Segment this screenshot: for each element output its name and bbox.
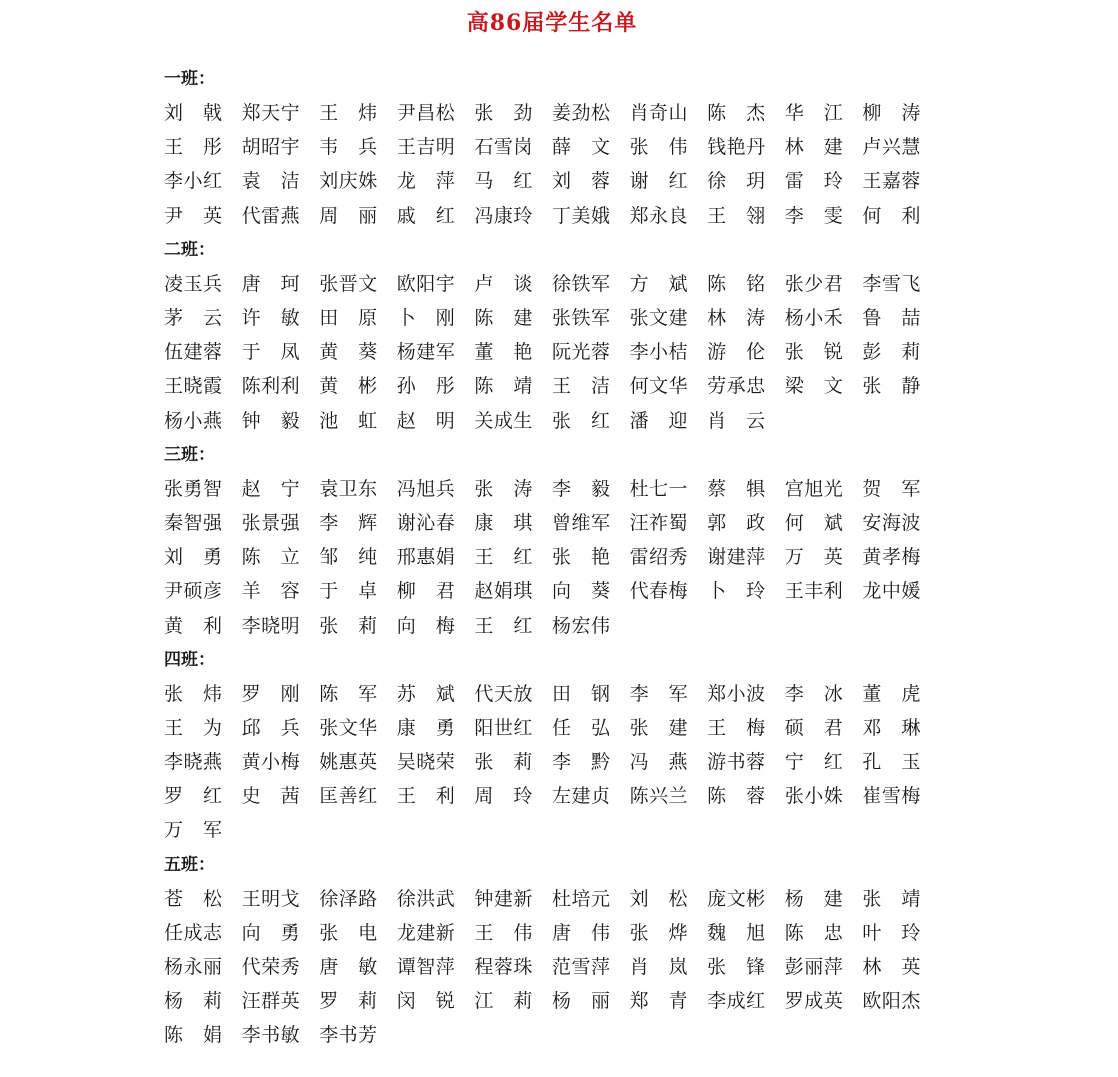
student-name: 杨 建 [784, 887, 843, 910]
student-name: 庞 文 彬 [707, 887, 766, 910]
class-section [164, 438, 934, 643]
student-name: 苏 斌 [396, 682, 455, 705]
student-name: 张 红 [551, 409, 610, 432]
student-name: 张 文 建 [629, 307, 688, 330]
student-name: 杜 七 一 [629, 477, 688, 500]
student-name: 黄 葵 [319, 341, 378, 364]
student-name: 张 电 [319, 921, 378, 944]
student-name: 任 成 志 [164, 921, 222, 944]
student-name: 羊 容 [241, 580, 300, 603]
student-name: 邓 琳 [862, 716, 921, 739]
student-name: 卢 兴 慧 [862, 136, 921, 159]
student-name: 杨 宏 伟 [551, 614, 610, 637]
student-name: 游 伦 [707, 341, 766, 364]
class-section [164, 233, 934, 438]
student-name: 李 小 红 [164, 170, 222, 193]
student-name: 彭 丽 萍 [784, 956, 843, 979]
student-name: 陈 忠 [784, 921, 843, 944]
student-name: 雷 玲 [784, 170, 843, 193]
student-name: 张 莉 [319, 614, 378, 637]
student-name: 潘 迎 [629, 409, 688, 432]
student-name: 龙 萍 [396, 170, 455, 193]
student-name: 李 毅 [551, 477, 610, 500]
student-name: 李 军 [629, 682, 688, 705]
student-name: 张 烨 [629, 921, 688, 944]
student-name: 李 书 芳 [319, 1024, 378, 1047]
student-name: 田 钢 [551, 682, 610, 705]
student-name: 宁 红 [784, 751, 843, 774]
student-name: 曾 维 军 [551, 511, 610, 534]
student-name: 何 利 [862, 204, 921, 227]
student-name: 程 蓉 珠 [474, 956, 533, 979]
student-name: 于 凤 [241, 341, 300, 364]
document-title: 高86届学生名单 [466, 10, 638, 36]
student-name: 魏 旭 [707, 921, 766, 944]
student-name: 鲁 喆 [862, 307, 921, 330]
student-name: 王 晓 霞 [164, 375, 222, 398]
student-name: 万 军 [164, 819, 222, 842]
student-name: 姚 惠 英 [319, 751, 378, 774]
student-name: 伍 建 蓉 [164, 341, 222, 364]
student-name: 张 靖 [862, 887, 921, 910]
student-name: 李 冰 [784, 682, 843, 705]
student-name: 黄 彬 [319, 375, 378, 398]
student-name: 张 铁 军 [551, 307, 610, 330]
student-name: 王 梅 [707, 716, 766, 739]
student-name: 张 静 [862, 375, 921, 398]
student-name: 董 艳 [474, 341, 533, 364]
student-name: 汪 群 英 [241, 990, 300, 1013]
student-name: 马 红 [474, 170, 533, 193]
student-name: 丁 美 娥 [551, 204, 610, 227]
student-name: 向 梅 [396, 614, 455, 637]
student-name: 安 海 波 [862, 511, 921, 534]
student-name: 张 莉 [474, 751, 533, 774]
student-name: 孔 玉 [862, 751, 921, 774]
student-name: 劳 承 忠 [707, 375, 766, 398]
student-name: 尹 硕 彦 [164, 580, 222, 603]
student-name: 董 虎 [862, 682, 921, 705]
student-name: 左 建 贞 [551, 785, 610, 808]
student-name: 张 锐 [784, 341, 843, 364]
student-name: 张 少 君 [784, 272, 843, 295]
student-name: 王 彤 [164, 136, 222, 159]
student-name: 何 文 华 [629, 375, 688, 398]
student-name: 冯 旭 兵 [396, 477, 455, 500]
student-name: 刘 戟 [164, 102, 222, 125]
student-name: 杨 永 丽 [164, 956, 222, 979]
name-grid [164, 677, 934, 848]
student-name: 任 弘 [551, 716, 610, 739]
student-name: 徐 铁 军 [551, 272, 610, 295]
student-name: 黄 小 梅 [241, 751, 300, 774]
student-name: 李 小 桔 [629, 341, 688, 364]
student-name: 代 荣 秀 [241, 956, 300, 979]
student-name: 张 锋 [707, 956, 766, 979]
student-name: 茅 云 [164, 307, 222, 330]
student-name: 周 玲 [474, 785, 533, 808]
class-heading: 二班： [164, 239, 215, 260]
student-name: 胡 昭 宇 [241, 136, 300, 159]
student-name: 薛 文 [551, 136, 610, 159]
student-name: 李 辉 [319, 511, 378, 534]
student-name: 赵 娟 琪 [474, 580, 533, 603]
class-section [164, 62, 934, 233]
student-name: 石 雪 岗 [474, 136, 533, 159]
student-name: 韦 兵 [319, 136, 378, 159]
student-name: 阳 世 红 [474, 716, 533, 739]
student-name: 赵 宁 [241, 477, 300, 500]
student-name: 杨 小 禾 [784, 307, 843, 330]
student-name: 向 勇 [241, 921, 300, 944]
student-name: 周 丽 [319, 204, 378, 227]
student-name: 王 吉 明 [396, 136, 455, 159]
student-name: 龙 中 媛 [862, 580, 921, 603]
student-name: 硕 君 [784, 716, 843, 739]
student-name: 张 艳 [551, 546, 610, 569]
student-name: 贺 军 [862, 477, 921, 500]
student-name: 闵 锐 [396, 990, 455, 1013]
student-name: 徐 洪 武 [396, 887, 455, 910]
student-name: 杨 建 军 [396, 341, 455, 364]
student-name: 雷 绍 秀 [629, 546, 688, 569]
student-roster [164, 62, 934, 1053]
student-name: 王 伟 [474, 921, 533, 944]
student-name: 叶 玲 [862, 921, 921, 944]
student-name: 郑 小 波 [707, 682, 766, 705]
student-name: 汪 祚 蜀 [629, 511, 688, 534]
name-grid [164, 96, 934, 233]
student-name: 李 雯 [784, 204, 843, 227]
student-name: 邱 兵 [241, 716, 300, 739]
student-name: 向 葵 [551, 580, 610, 603]
student-name: 谢 沁 春 [396, 511, 455, 534]
student-name: 肖 云 [707, 409, 766, 432]
student-name: 罗 刚 [241, 682, 300, 705]
student-name: 姜 劲 松 [551, 102, 610, 125]
student-name: 黄 利 [164, 614, 222, 637]
name-grid [164, 472, 934, 643]
student-name: 徐 玥 [707, 170, 766, 193]
student-name: 陈 军 [319, 682, 378, 705]
student-name: 游 书 蓉 [707, 751, 766, 774]
student-name: 华 江 [784, 102, 843, 125]
student-name: 于 卓 [319, 580, 378, 603]
student-name: 孙 彤 [396, 375, 455, 398]
student-name: 陈 立 [241, 546, 300, 569]
student-name: 郑 天 宁 [241, 102, 300, 125]
student-name: 冯 康 玲 [474, 204, 533, 227]
student-name: 刘 松 [629, 887, 688, 910]
student-name: 柳 涛 [862, 102, 921, 125]
student-name: 康 勇 [396, 716, 455, 739]
student-name: 凌 玉 兵 [164, 272, 222, 295]
student-name: 代 天 放 [474, 682, 533, 705]
student-name: 池 虹 [319, 409, 378, 432]
student-name: 谢 红 [629, 170, 688, 193]
student-name: 赵 明 [396, 409, 455, 432]
student-name: 许 敏 [241, 307, 300, 330]
student-name: 陈 利 利 [241, 375, 300, 398]
student-name: 秦 智 强 [164, 511, 222, 534]
student-name: 范 雪 萍 [551, 956, 610, 979]
student-name: 李 成 红 [707, 990, 766, 1013]
class-section [164, 643, 934, 848]
student-name: 张 炜 [164, 682, 222, 705]
student-name: 张 景 强 [241, 511, 300, 534]
student-name: 尹 英 [164, 204, 222, 227]
student-name: 邹 纯 [319, 546, 378, 569]
student-name: 卜 玲 [707, 580, 766, 603]
class-heading: 四班： [164, 649, 215, 670]
student-name: 王 为 [164, 716, 222, 739]
student-name: 钱 艳 丹 [707, 136, 766, 159]
student-name: 尹 昌 松 [396, 102, 455, 125]
student-name: 张 文 华 [319, 716, 378, 739]
student-name: 王 利 [396, 785, 455, 808]
student-name: 郑 青 [629, 990, 688, 1013]
student-name: 郑 永 良 [629, 204, 688, 227]
student-name: 杨 丽 [551, 990, 610, 1013]
student-name: 万 英 [784, 546, 843, 569]
class-heading: 一班： [164, 69, 215, 89]
student-name: 王 嘉 蓉 [862, 170, 921, 193]
student-name: 陈 蓉 [707, 785, 766, 808]
student-name: 李 黔 [551, 751, 610, 774]
student-name: 谢 建 萍 [707, 546, 766, 569]
student-name: 宫 旭 光 [784, 477, 843, 500]
student-name: 林 英 [862, 956, 921, 979]
student-name: 陈 兴 兰 [629, 785, 688, 808]
student-name: 李 书 敏 [241, 1024, 300, 1047]
student-name: 唐 珂 [241, 272, 300, 295]
student-name: 郭 政 [707, 511, 766, 534]
student-name: 陈 杰 [707, 102, 766, 125]
student-name: 邢 惠 娟 [396, 546, 455, 569]
student-name: 崔 雪 梅 [862, 785, 921, 808]
student-name: 刘 勇 [164, 546, 222, 569]
student-name: 彭 莉 [862, 341, 921, 364]
student-name: 罗 红 [164, 785, 222, 808]
student-name: 唐 伟 [551, 921, 610, 944]
student-name: 刘 庆 姝 [319, 170, 378, 193]
student-name: 史 茜 [241, 785, 300, 808]
student-name: 卢 谈 [474, 272, 533, 295]
student-name: 欧 阳 宇 [396, 272, 455, 295]
student-name: 欧 阳 杰 [862, 990, 921, 1013]
student-name: 苍 松 [164, 887, 222, 910]
student-name: 何 斌 [784, 511, 843, 534]
student-name: 肖 岚 [629, 956, 688, 979]
student-name: 代 春 梅 [629, 580, 688, 603]
student-name: 张 勇 智 [164, 477, 222, 500]
student-name: 王 红 [474, 614, 533, 637]
student-name: 王 洁 [551, 375, 610, 398]
student-name: 蔡 犋 [707, 477, 766, 500]
student-name: 肖 奇 山 [629, 102, 688, 125]
student-name: 江 莉 [474, 990, 533, 1013]
student-name: 代 雷 燕 [241, 204, 300, 227]
student-name: 王 炜 [319, 102, 378, 125]
student-name: 李 雪 飞 [862, 272, 921, 295]
student-name: 黄 孝 梅 [862, 546, 921, 569]
student-name: 张 涛 [474, 477, 533, 500]
student-name: 杨 莉 [164, 990, 222, 1013]
student-name: 杨 小 燕 [164, 409, 222, 432]
student-name: 张 晋 文 [319, 272, 378, 295]
student-name: 陈 建 [474, 307, 533, 330]
student-name: 谭 智 萍 [396, 956, 455, 979]
student-name: 王 红 [474, 546, 533, 569]
student-name: 阮 光 蓉 [551, 341, 610, 364]
student-name: 吴 晓 荣 [396, 751, 455, 774]
student-name: 杜 培 元 [551, 887, 610, 910]
student-name: 钟 建 新 [474, 887, 533, 910]
student-name: 方 斌 [629, 272, 688, 295]
name-grid [164, 267, 934, 438]
student-name: 匡 善 红 [319, 785, 378, 808]
student-name: 徐 泽 路 [319, 887, 378, 910]
student-name: 林 建 [784, 136, 843, 159]
student-name: 戚 红 [396, 204, 455, 227]
student-name: 李 晓 明 [241, 614, 300, 637]
student-name: 冯 燕 [629, 751, 688, 774]
student-name: 唐 敏 [319, 956, 378, 979]
student-name: 刘 蓉 [551, 170, 610, 193]
student-name: 康 琪 [474, 511, 533, 534]
student-name: 陈 靖 [474, 375, 533, 398]
student-name: 关 成 生 [474, 409, 533, 432]
student-name: 王 明 戈 [241, 887, 300, 910]
student-name: 陈 娟 [164, 1024, 222, 1047]
student-name: 梁 文 [784, 375, 843, 398]
class-section [164, 848, 934, 1053]
student-name: 罗 成 英 [784, 990, 843, 1013]
student-name: 田 原 [319, 307, 378, 330]
student-name: 张 劲 [474, 102, 533, 125]
student-name: 陈 铭 [707, 272, 766, 295]
student-name: 柳 君 [396, 580, 455, 603]
class-heading: 五班： [164, 854, 215, 875]
student-name: 袁 洁 [241, 170, 300, 193]
student-name: 张 建 [629, 716, 688, 739]
student-name: 罗 莉 [319, 990, 378, 1013]
student-name: 林 涛 [707, 307, 766, 330]
student-name: 李 晓 燕 [164, 751, 222, 774]
class-heading: 三班： [164, 444, 215, 465]
name-grid [164, 882, 934, 1053]
student-name: 王 丰 利 [784, 580, 843, 603]
student-name: 袁 卫 东 [319, 477, 378, 500]
student-name: 钟 毅 [241, 409, 300, 432]
student-name: 龙 建 新 [396, 921, 455, 944]
student-name: 张 伟 [629, 136, 688, 159]
student-name: 王 翎 [707, 204, 766, 227]
student-name: 张 小 姝 [784, 785, 843, 808]
student-name: 卜 刚 [396, 307, 455, 330]
